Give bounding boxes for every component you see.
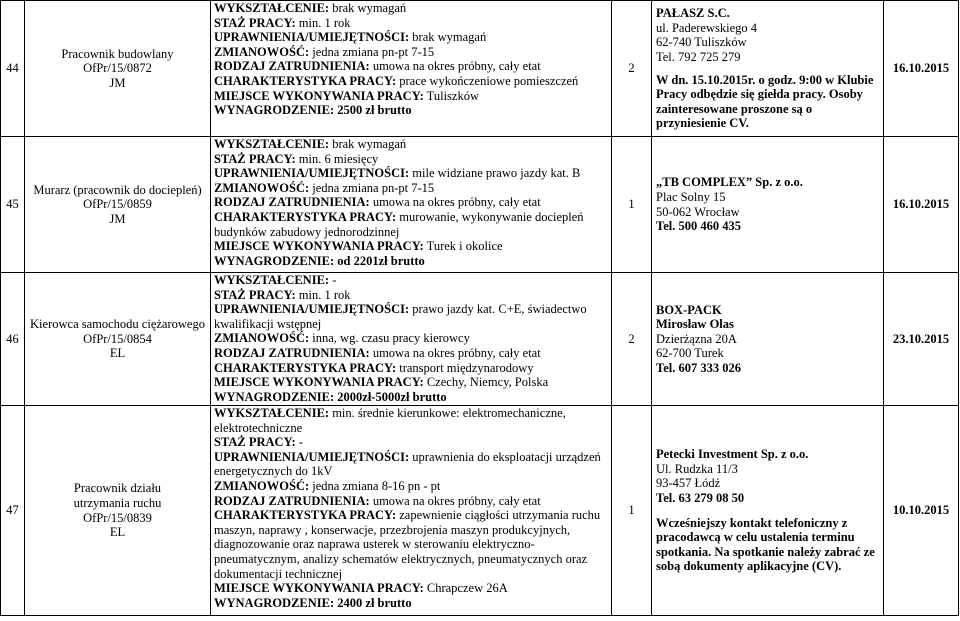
advisor-initials: EL xyxy=(109,525,126,540)
position-title: Pracownik budowlany xyxy=(61,46,174,61)
workplace-line: MIEJSCE WYKONYWANIA PRACY: Czechy, Niemcy, Polska xyxy=(214,375,549,390)
shift-line: ZMIANOWOŚĆ: jedna zmiana pn-pt 7-15 xyxy=(214,180,435,195)
employer-contact-person: Mirosław Olas xyxy=(656,317,734,332)
employer-city: 62-740 Tuliszków xyxy=(656,35,747,50)
advisor-initials: EL xyxy=(109,346,126,361)
experience-line: STAŻ PRACY: min. 1 rok xyxy=(214,15,351,30)
vacancy-count: 2 xyxy=(612,1,652,137)
row-number: 47 xyxy=(1,406,25,616)
vacancy-count: 1 xyxy=(612,137,652,273)
offer-date: 10.10.2015 xyxy=(884,406,959,616)
table-row xyxy=(1,1,959,137)
employer-street: Ul. Rudzka 11/3 xyxy=(656,461,738,476)
salary-line: WYNAGRODZENIE: 2000zł-5000zł brutto xyxy=(214,389,447,404)
job-characteristics-line: CHARAKTERYSTYKA PRACY: prace wykończeniowe pomieszczeń xyxy=(214,73,579,88)
offer-code: OfPr/15/0872 xyxy=(83,61,152,76)
description-cell xyxy=(211,273,612,406)
shift-line: ZMIANOWOŚĆ: inna, wg. czasu pracy kierowcy xyxy=(214,331,470,346)
employer-note: Wcześniejszy kontakt telefoniczny z pracodawcą w celu ustalenia terminu spotkania. Na spotkanie należy zabrać ze sobą dokumenty aplikacyjne (CV). xyxy=(656,515,875,574)
advisor-initials: JM xyxy=(109,211,126,226)
employer-name: BOX-PACK xyxy=(656,302,722,317)
workplace-line: MIEJSCE WYKONYWANIA PRACY: Chrapczew 26A xyxy=(214,581,508,596)
offer-date: 23.10.2015 xyxy=(884,273,959,406)
employer-city: 93-457 Łódź xyxy=(656,476,721,491)
employer-street: Dzierżązna 20A xyxy=(656,331,737,346)
education-line: WYKSZTAŁCENIE: - xyxy=(214,273,337,287)
education-line: WYKSZTAŁCENIE: brak wymagań xyxy=(214,137,407,151)
offer-code: OfPr/15/0854 xyxy=(83,331,152,346)
salary-line: WYNAGRODZENIE: od 2201zł brutto xyxy=(214,253,425,268)
education-line: WYKSZTAŁCENIE: brak wymagań xyxy=(214,1,407,15)
salary-line: WYNAGRODZENIE: 2500 zł brutto xyxy=(214,103,412,118)
employer-city: 62-700 Turek xyxy=(656,346,724,361)
position-cell xyxy=(25,273,211,406)
employer-cell xyxy=(652,137,884,273)
salary-line: WYNAGRODZENIE: 2400 zł brutto xyxy=(214,595,412,610)
offer-date: 16.10.2015 xyxy=(884,1,959,137)
table-row xyxy=(1,273,959,406)
employer-name: „TB COMPLEX” Sp. z o.o. xyxy=(656,175,803,190)
employer-phone: Tel. 792 725 279 xyxy=(656,49,741,64)
job-characteristics-line: CHARAKTERYSTYKA PRACY: murowanie, wykonywanie dociepleń budynków zabudowy jednorodzinnej xyxy=(214,209,584,239)
position-title: Pracownik działu utrzymania ruchu xyxy=(73,481,162,510)
employer-phone: Tel. 63 279 08 50 xyxy=(656,490,745,505)
position-title: Murarz (pracownik do dociepleń) xyxy=(33,182,202,197)
row-number: 45 xyxy=(1,137,25,273)
qualifications-line: UPRAWNIENIA/UMIEJĘTNOŚCI: mile widziane prawo jazdy kat. B xyxy=(214,166,581,181)
qualifications-line: UPRAWNIENIA/UMIEJĘTNOŚCI: uprawnienia do eksploatacji urządzeń energetycznych do 1kV xyxy=(214,449,601,479)
employer-note: W dn. 15.10.2015r. o godz. 9:00 w Klubie Pracy odbędzie się giełda pracy. Osoby zainteresowane proszone są o przyniesienie CV. xyxy=(656,72,874,131)
offer-code: OfPr/15/0859 xyxy=(83,197,152,212)
job-offers-body xyxy=(1,1,959,616)
employer-street: ul. Paderewskiego 4 xyxy=(656,20,758,35)
education-line: WYKSZTAŁCENIE: min. średnie kierunkowe: elektromechaniczne, elektrotechniczne xyxy=(214,406,566,435)
workplace-line: MIEJSCE WYKONYWANIA PRACY: Tuliszków xyxy=(214,88,479,103)
qualifications-line: UPRAWNIENIA/UMIEJĘTNOŚCI: prawo jazdy kat. C+E, świadectwo kwalifikacji wstępnej xyxy=(214,302,587,331)
experience-line: STAŻ PRACY: min. 6 miesięcy xyxy=(214,151,379,166)
row-number: 46 xyxy=(1,273,25,406)
position-cell xyxy=(25,1,211,137)
offer-date: 16.10.2015 xyxy=(884,137,959,273)
shift-line: ZMIANOWOŚĆ: jedna zmiana pn-pt 7-15 xyxy=(214,44,435,59)
employment-type-line: RODZAJ ZATRUDNIENIA: umowa na okres próbny, cały etat xyxy=(214,345,541,360)
employer-phone: Tel. 500 460 435 xyxy=(656,219,741,234)
position-title: Kierowca samochodu ciężarowego xyxy=(30,317,205,332)
employer-city: 50-062 Wrocław xyxy=(656,204,740,219)
employer-cell xyxy=(652,273,884,406)
experience-line: STAŻ PRACY: min. 1 rok xyxy=(214,287,351,302)
employer-cell xyxy=(652,1,884,137)
job-characteristics-line: CHARAKTERYSTYKA PRACY: zapewnienie ciągłości utrzymania ruchu maszyn, naprawy , konserwacje, przezbrojenia maszyn produkcyjnych, diagnozowanie oraz naprawa usterek w sterowaniu elektryczno-pneumatycznym, analizy schematów elektrycznych, pneumatycznych oraz dokumentacji technicznej xyxy=(214,508,601,581)
employer-name: PAŁASZ S.C. xyxy=(656,6,730,21)
experience-line: STAŻ PRACY: - xyxy=(214,435,303,450)
description-cell xyxy=(211,1,612,137)
vacancy-count: 1 xyxy=(612,406,652,616)
description-cell xyxy=(211,406,612,616)
description-cell xyxy=(211,137,612,273)
table-row xyxy=(1,137,959,273)
employer-name: Petecki Investment Sp. z o.o. xyxy=(656,447,809,462)
spacer xyxy=(656,65,881,73)
advisor-initials: JM xyxy=(109,75,126,90)
position-cell xyxy=(25,137,211,273)
employer-phone: Tel. 607 333 026 xyxy=(656,360,741,375)
employer-street: Plac Solny 15 xyxy=(656,189,726,204)
shift-line: ZMIANOWOŚĆ: jedna zmiana 8-16 pn - pt xyxy=(214,478,441,493)
employment-type-line: RODZAJ ZATRUDNIENIA: umowa na okres próbny, cały etat xyxy=(214,493,541,508)
employment-type-line: RODZAJ ZATRUDNIENIA: umowa na okres próbny, cały etat xyxy=(214,195,541,210)
job-characteristics-line: CHARAKTERYSTYKA PRACY: transport międzynarodowy xyxy=(214,360,534,375)
spacer xyxy=(656,506,881,516)
offer-code: OfPr/15/0839 xyxy=(83,510,152,525)
workplace-line: MIEJSCE WYKONYWANIA PRACY: Turek i okolice xyxy=(214,239,503,254)
qualifications-line: UPRAWNIENIA/UMIEJĘTNOŚCI: brak wymagań xyxy=(214,30,487,45)
employment-type-line: RODZAJ ZATRUDNIENIA: umowa na okres próbny, cały etat xyxy=(214,59,541,74)
table-row xyxy=(1,406,959,616)
employer-cell xyxy=(652,406,884,616)
position-cell xyxy=(25,406,211,616)
row-number: 44 xyxy=(1,1,25,137)
vacancy-count: 2 xyxy=(612,273,652,406)
